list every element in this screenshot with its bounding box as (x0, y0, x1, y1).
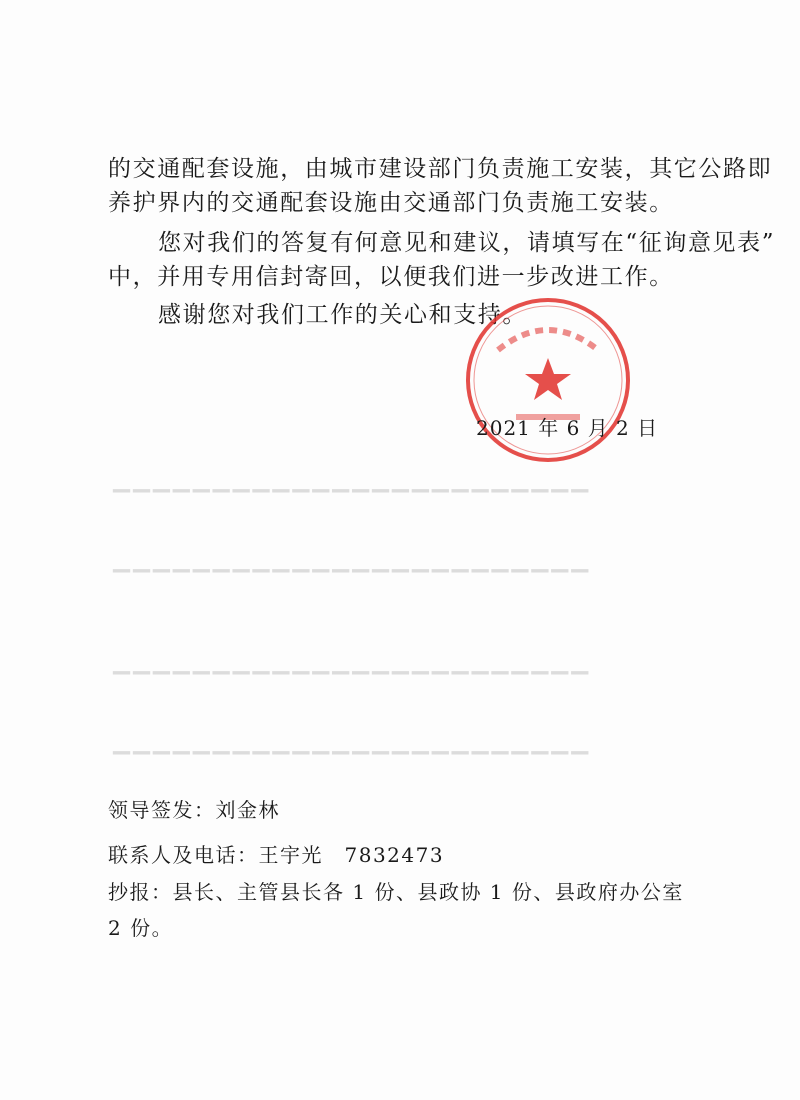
body-line-1: 的交通配套设施，由城市建设部门负责施工安装，其它公路即 (108, 156, 773, 182)
official-seal-icon (458, 290, 638, 470)
body-line-2: 养护界内的交通配套设施由交通部门负责施工安装。 (108, 190, 674, 216)
body-line-5: 感谢您对我们工作的关心和支持。 (158, 302, 527, 328)
body-line-3: 您对我们的答复有何意见和建议，请填写在“征询意见表” (158, 230, 776, 256)
bleed-through-line: ▁▁▁▁▁▁▁▁▁▁▁▁▁▁▁▁▁▁▁▁▁▁▁▁ (110, 548, 589, 573)
contact-line: 联系人及电话：王宇光 7832473 (108, 843, 445, 867)
body-line-4: 中，并用专用信封寄回，以便我们进一步改进工作。 (108, 264, 674, 290)
signoff-line: 领导签发：刘金林 (108, 798, 280, 822)
bleed-through-line: ▁▁▁▁▁▁▁▁▁▁▁▁▁▁▁▁▁▁▁▁▁▁▁▁ (110, 468, 589, 493)
cc-line-1: 抄报：县长、主管县长各 1 份、县政协 1 份、县政府办公室 (108, 880, 684, 904)
bleed-through-line: ▁▁▁▁▁▁▁▁▁▁▁▁▁▁▁▁▁▁▁▁▁▁▁▁ (110, 730, 589, 755)
bleed-through-line: ▁▁▁▁▁▁▁▁▁▁▁▁▁▁▁▁▁▁▁▁▁▁▁▁ (110, 650, 589, 675)
cc-line-2: 2 份。 (108, 916, 174, 940)
document-date: 2021 年 6 月 2 日 (476, 416, 659, 440)
